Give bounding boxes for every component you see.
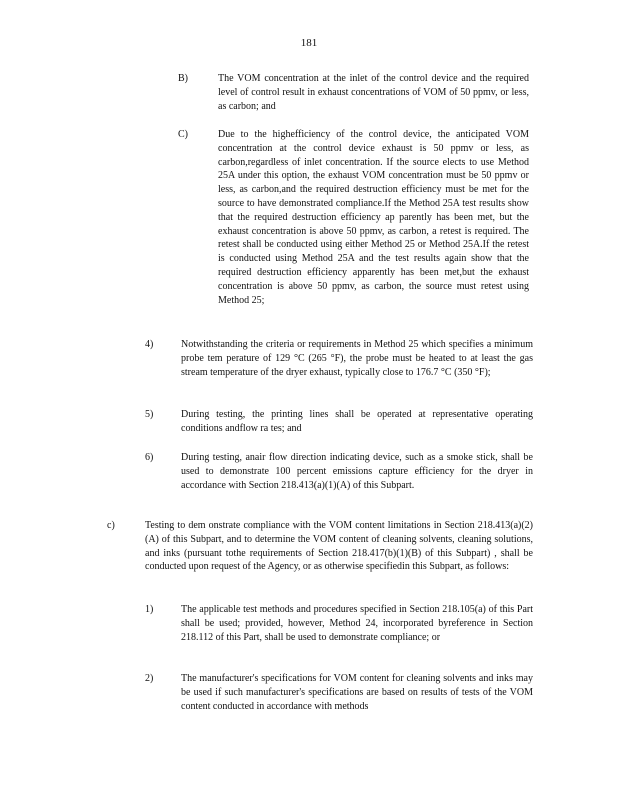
paragraph-text: The applicable test methods and procedures specified in Section 218.105(a) of this Part shall be used; provided, however, Method 24, incorporated byreference in Section 218.112 of this Part, shall be used to demonstrate compliance; or: [181, 604, 533, 643]
paragraph-text: Testing to dem onstrate compliance with the VOM content limitations in Section 218.413(a)(2)(A) of this Subpart, and to determine the VOM content of cleaning solvents, cleaning solutions, and inks (pursuant tothe requirements of Section 218.417(b)(1)(B) of this Subpart) , shall be conducted upon request of the Agency, or as otherwise specifiedin this Subpart, as follows:: [145, 520, 533, 573]
paragraph-text: Due to the highefficiency of the control device, the anticipated VOM concentration at the control device exhaust is 50 ppmv or less, as carbon,regardless of inlet concentration. If the source elects to use Method 25A under this option, the exhaust VOM concentration must be 50 ppmv or less, as carbon,and the required destruction efficiency must be met for the source to have demonstrated compliance.If the Method 25A test results show that the required destruction efficiency ap parently has been met, but the exhaust concentration is above 50 ppmv, as carbon, a retest is required. The retest shall be conducted using either Method 25 or Method 25A.If the retest is conducted using Method 25A and the test results again show that the required destruction efficiency apparently has been met,but the exhaust concentration is above 50 ppmv, as carbon, the source must retest using Method 25;: [218, 129, 529, 306]
paragraph-label: C): [178, 129, 188, 140]
paragraph-text: Notwithstanding the criteria or requirements in Method 25 which specifies a minimum probe tem perature of 129 °C (265 °F), the probe must be heated to at least the gas stream temperature of the dryer exhaust, typically close to 176.7 °C (350 °F);: [181, 339, 533, 378]
paragraph-label: B): [178, 73, 188, 84]
paragraph-label: 6): [145, 452, 154, 463]
paragraph-label: 4): [145, 339, 154, 350]
paragraph-label: 1): [145, 604, 154, 615]
paragraph-text: The manufacturer's specifications for VOM content for cleaning solvents and inks may be used if such manufacturer's specifications are based on results of tests of the VOM content conducted in accordance with methods: [181, 673, 533, 712]
paragraph-label: 5): [145, 409, 154, 420]
paragraph-text: During testing, the printing lines shall be operated at representative operating conditions andflow ra tes; and: [181, 409, 533, 434]
paragraph-label: 2): [145, 673, 154, 684]
page-number: 181: [300, 37, 318, 49]
paragraph-text: The VOM concentration at the inlet of the control device and the required level of control result in exhaust concentrations of VOM of 50 ppmv, or less, as carbon; and: [218, 73, 529, 112]
paragraph-label: c): [107, 520, 115, 531]
paragraph-text: During testing, anair flow direction indicating device, such as a smoke stick, shall be used to demonstrate 100 percent emissions capture efficiency for the dryer in accordance with Section 218.413(a)(1)(A) of this Subpart.: [181, 452, 533, 491]
